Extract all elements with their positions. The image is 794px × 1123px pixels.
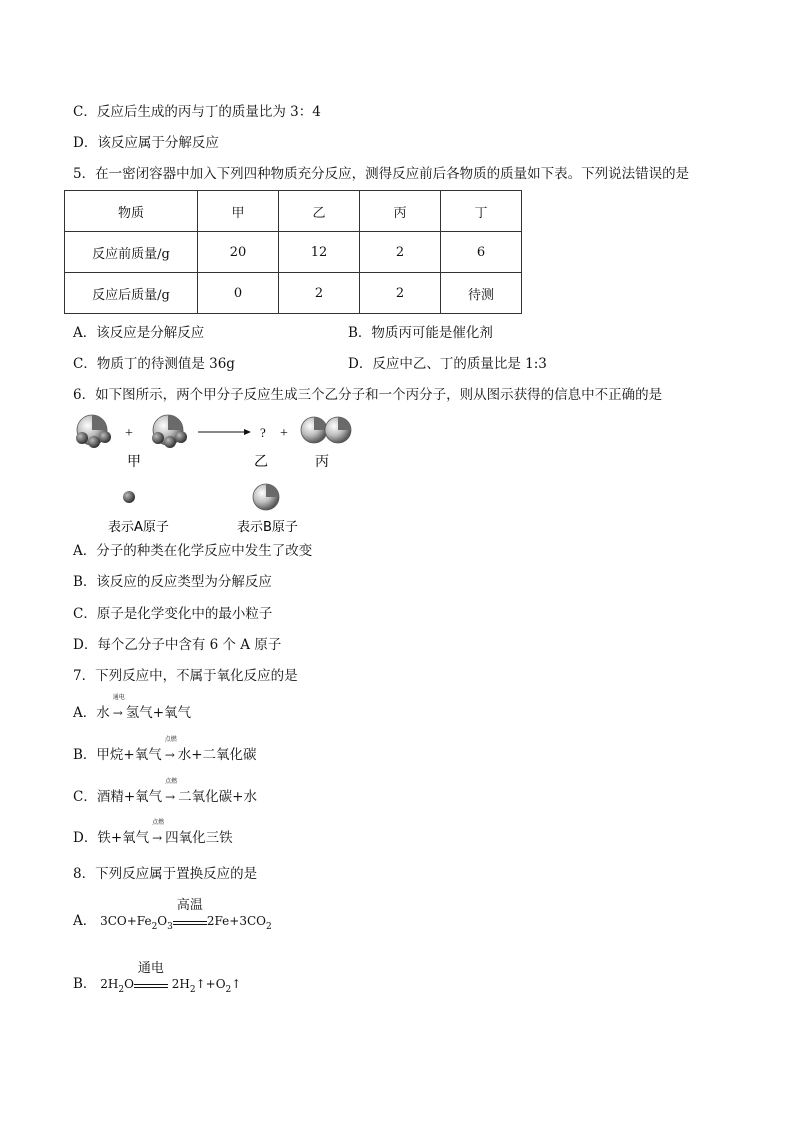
condition-equals <box>173 898 207 925</box>
q6-option-c: C．原子是化学变化中的最小粒子 <box>73 606 273 622</box>
reactant-text: A．水 <box>73 705 110 721</box>
plus-sign: + <box>280 426 288 441</box>
condition-arrow <box>149 819 165 847</box>
double-line-icon <box>134 984 168 988</box>
double-line-icon <box>173 921 207 925</box>
condition-arrow <box>162 778 178 806</box>
q6-option-b: B．该反应的反应类型为分解反应 <box>73 574 272 590</box>
equation-products: $2Fe+3CO_2$ <box>206 914 272 932</box>
product-text: 水+二氧化碳 <box>177 747 257 763</box>
condition-label: 高温 <box>176 898 203 913</box>
q7-stem: 7．下列反应中，不属于氧化反应的是 <box>73 668 298 684</box>
q6-option-d: D．每个乙分子中含有 6 个 A 原子 <box>73 637 282 653</box>
table-header-cell: 丙 <box>360 191 441 232</box>
table-cell: 12 <box>279 232 360 273</box>
arrow-icon: → <box>164 748 175 762</box>
table-cell: 2 <box>279 273 360 314</box>
legend-atom-b: 表示B原子 <box>237 520 298 535</box>
atom-b-icon <box>253 484 279 510</box>
reactant-text: D．铁+氧气 <box>73 830 150 846</box>
table-header-cell: 丁 <box>441 191 522 232</box>
equation-reactants: $2H_2O$ <box>100 977 134 995</box>
q7-option-a <box>73 694 192 722</box>
arrow-icon: → <box>152 831 163 845</box>
table-cell: 待测 <box>441 273 522 314</box>
table-header-cell: 乙 <box>279 191 360 232</box>
reactant-text: B．甲烷+氧气 <box>73 747 162 763</box>
label-yi: 乙 <box>254 454 268 470</box>
table-cell: 反应后质量/g <box>65 273 198 314</box>
atom-a-icon <box>123 491 135 503</box>
table-cell: 0 <box>198 273 279 314</box>
table-header-cell: 物质 <box>65 191 198 232</box>
label-jia: 甲 <box>127 454 141 470</box>
q8-option-b <box>73 961 242 995</box>
product-text: 氢气+氧气 <box>125 705 192 721</box>
option-label: B． <box>73 976 97 992</box>
arrow-icon: → <box>112 706 123 720</box>
q5-option-c: C．物质丁的待测值是 36g <box>73 356 235 372</box>
product-text: 二氧化碳+水 <box>178 789 257 805</box>
q4-option-d: D．该反应属于分解反应 <box>73 135 219 151</box>
condition-arrow <box>110 694 126 722</box>
table-cell: 20 <box>198 232 279 273</box>
legend-atom-a: 表示A原子 <box>108 520 169 535</box>
plus-sign: + <box>125 426 133 441</box>
reactant-text: C．酒精+氧气 <box>73 789 163 805</box>
label-bing: 丙 <box>315 454 329 470</box>
option-label: A． <box>73 913 97 929</box>
q8-stem: 8．下列反应属于置换反应的是 <box>73 866 258 882</box>
q5-option-a: A．该反应是分解反应 <box>73 325 205 341</box>
q6-stem: 6．如下图所示，两个甲分子反应生成三个乙分子和一个丙分子，则从图示获得的信息中不正确的是 <box>73 387 663 403</box>
q5-table <box>64 190 522 314</box>
condition-label: 点燃 <box>165 778 178 785</box>
molecule-bing <box>301 417 351 443</box>
q5-option-d: D．反应中乙、丁的质量比是 1:3 <box>348 356 547 372</box>
q5-stem: 5．在一密闭容器中加入下列四种物质充分反应，测得反应前后各物质的质量如下表。下列说法错误的是 <box>73 166 690 182</box>
condition-arrow <box>162 736 178 764</box>
equation-reactants: $3CO+Fe_2O_3$ <box>100 914 173 932</box>
q7-option-b <box>73 736 257 764</box>
table-cell: 6 <box>441 232 522 273</box>
product-text: 四氧化三铁 <box>165 830 233 846</box>
molecule-jia-2 <box>152 415 187 448</box>
table-row <box>65 191 522 232</box>
q8-option-a <box>73 898 272 932</box>
equation-products: $2H_2↑+O_2↑$ <box>167 977 242 995</box>
table-cell: 2 <box>360 273 441 314</box>
arrow-icon: → <box>165 790 176 804</box>
condition-label: 点燃 <box>152 819 165 826</box>
q7-option-c <box>73 778 257 806</box>
table-cell: 2 <box>360 232 441 273</box>
molecule-jia-1 <box>76 415 111 448</box>
table-row <box>65 232 522 273</box>
q6-reaction-diagram <box>70 410 370 540</box>
condition-label: 通电 <box>112 694 125 701</box>
condition-label: 点燃 <box>164 736 177 743</box>
table-cell: 反应前质量/g <box>65 232 198 273</box>
condition-equals <box>134 961 168 988</box>
q4-option-c: C．反应后生成的丙与丁的质量比为 3：4 <box>73 104 321 120</box>
table-row <box>65 273 522 314</box>
q7-option-d <box>73 819 233 847</box>
q5-option-b: B．物质丙可能是催化剂 <box>348 325 493 341</box>
q6-option-a: A．分子的种类在化学反应中发生了改变 <box>73 543 313 559</box>
unknown-molecule-mark: ? <box>260 425 266 440</box>
condition-label: 通电 <box>137 961 164 976</box>
table-header-cell: 甲 <box>198 191 279 232</box>
